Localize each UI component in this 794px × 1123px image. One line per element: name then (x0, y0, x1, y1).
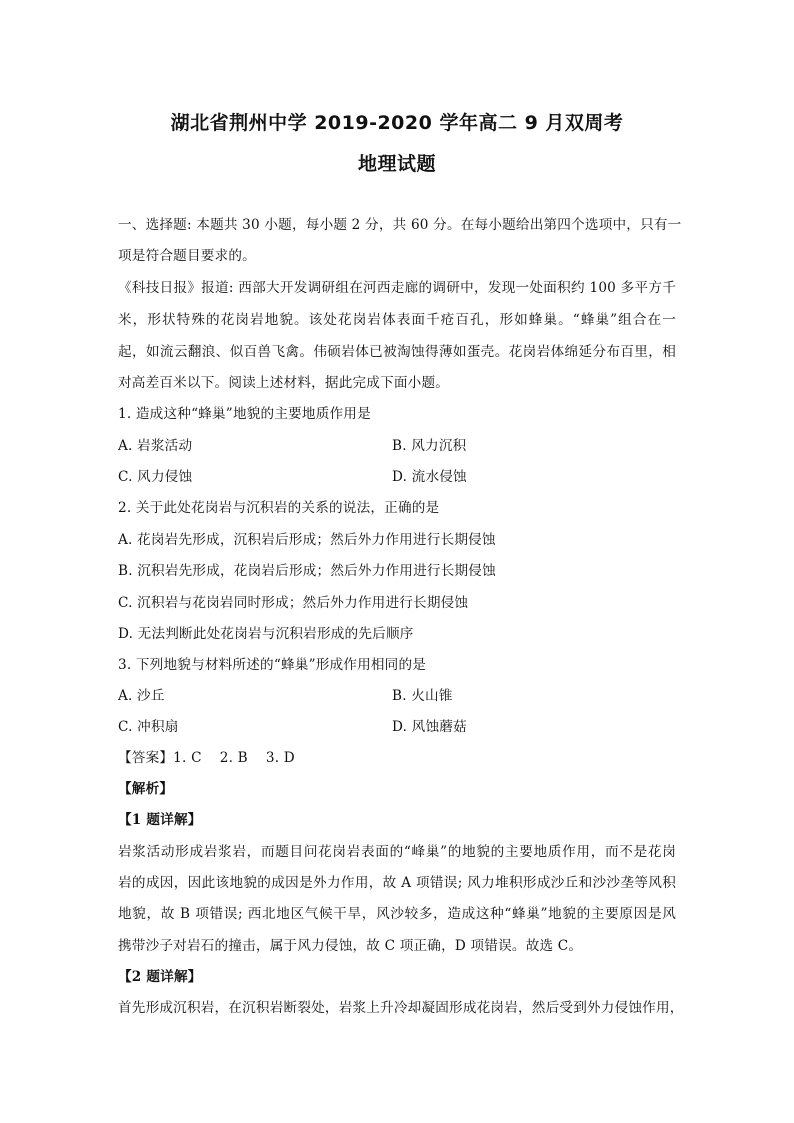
question-2-option-a: A. 花岗岩先形成，沉积岩后形成；然后外力作用进行长期侵蚀 (118, 532, 496, 548)
question-2-option-c: C. 沉积岩与花岗岩同时形成；然后外力作用进行长期侵蚀 (118, 595, 469, 611)
question-1-option-c: C. 风力侵蚀 (118, 469, 193, 485)
passage-line-3: 起，如流云翻浪、似百兽飞禽。伟硕岩体已被淘蚀得薄如蛋壳。花岗岩体绵延分布百里，相 (118, 344, 676, 360)
detail-1-line-4: 携带沙子对岩石的撞击，属于风力侵蚀，故 C 项正确，D 项错误。故选 C。 (118, 938, 583, 954)
detail-2-line-1: 首先形成沉积岩，在沉积岩断裂处，岩浆上升冷却凝固形成花岗岩，然后受到外力侵蚀作用， (118, 1000, 684, 1016)
passage-line-4: 对高差百米以下。阅读上述材料，据此完成下面小题。 (118, 375, 450, 391)
question-2-option-d: D. 无法判断此处花岗岩与沉积岩形成的先后顺序 (118, 626, 414, 642)
question-2-option-b: B. 沉积岩先形成，花岗岩后形成；然后外力作用进行长期侵蚀 (118, 563, 496, 579)
detail-1-header: 【1 题详解】 (118, 812, 202, 828)
passage-line-1: 《科技日报》报道: 西部大开发调研组在河西走廊的调研中，发现一处面积约 100 多平方千 (118, 280, 676, 296)
passage-line-2: 米，形状特殊的花岗岩地貌。该处花岗岩体表面千疮百孔，形如蜂巢。“蜂巢”组合在一 (118, 312, 676, 328)
document-subtitle: 地理试题 (357, 153, 436, 175)
section-instructions-line-2: 项是符合题目要求的。 (118, 248, 256, 264)
question-3-option-a: A. 沙丘 (118, 688, 165, 704)
analysis-header: 【解析】 (118, 781, 174, 797)
question-2-stem: 2. 关于此处花岗岩与沉积岩的关系的说法，正确的是 (118, 500, 440, 516)
detail-1-line-3: 地貌，故 B 项错误; 西北地区气候干旱，风沙较多，造成这种“蜂巢”地貌的主要原因是风 (118, 906, 676, 922)
question-1-option-a: A. 岩浆活动 (118, 438, 193, 454)
answer-line: 【答案】1. C 2. B 3. D (118, 750, 295, 766)
detail-1-line-2: 岩的成因，因此该地貌的成因是外力作用，故 A 项错误; 风力堆积形成沙丘和沙沙垄等风积 (118, 875, 676, 891)
question-3-stem: 3. 下列地貌与材料所述的“蜂巢”形成作用相同的是 (118, 657, 427, 673)
question-3-option-c: C. 冲积扇 (118, 719, 179, 735)
document-title: 湖北省荆州中学 2019-2020 学年高二 9 月双周考 (170, 112, 624, 134)
question-1-option-d: D. 流水侵蚀 (392, 469, 467, 485)
question-3-option-b: B. 火山锥 (392, 688, 453, 704)
question-3-option-d: D. 风蚀蘑菇 (392, 719, 467, 735)
question-1-option-b: B. 风力沉积 (392, 438, 467, 454)
section-instructions-line-1: 一、选择题: 本题共 30 小题，每小题 2 分，共 60 分。在每小题给出第四个选项中，只有一 (118, 217, 682, 233)
detail-1-line-1: 岩浆活动形成岩浆岩，而题目问花岗岩表面的“峰巢”的地貌的主要地质作用，而不是花岗 (118, 844, 676, 860)
question-1-stem: 1. 造成这种“蜂巢”地貌的主要地质作用是 (118, 406, 371, 422)
detail-2-header: 【2 题详解】 (118, 969, 202, 985)
